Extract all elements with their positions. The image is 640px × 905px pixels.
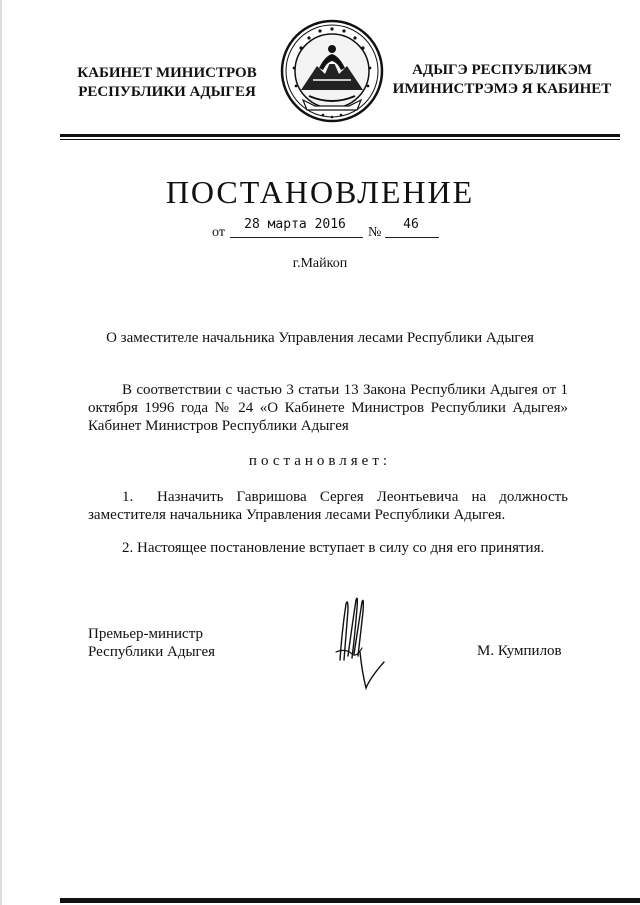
header-right-line2: ИМИНИСТРЭМЭ Я КАБИНЕТ (392, 81, 612, 97)
date-value: 28 марта 2016 (244, 217, 346, 232)
item1-text-line2: заместителя начальника Управления лесами Республики Адыгея. (88, 507, 506, 523)
document-subject: О заместителе начальника Управления лесами Республики Адыгея (106, 330, 534, 346)
date-label: от (212, 225, 225, 240)
scan-bottom-border (60, 898, 640, 903)
date-underline (230, 237, 363, 238)
item1-text-line1: Назначить Гавришова Сергея Леонтьевича на должность (157, 489, 568, 505)
item1-number: 1. (122, 489, 134, 505)
header-divider-thin (60, 139, 620, 140)
coat-of-arms-icon (279, 18, 385, 124)
signatory-role (88, 625, 215, 661)
number-label: № (368, 225, 382, 240)
signatory-name: М. Кумпилов (477, 643, 562, 659)
number-underline (385, 237, 439, 238)
decree-word: постановляет: (248, 453, 392, 469)
header-divider-thick (60, 134, 620, 137)
header-left-line2: РЕСПУБЛИКИ АДЫГЕЯ (78, 84, 256, 100)
header-right-org (388, 61, 616, 99)
document-title: ПОСТАНОВЛЕНИЕ (165, 174, 475, 210)
city: г.Майкоп (292, 256, 348, 271)
number-value: 46 (403, 217, 419, 232)
signatory-role-line2: Республики Адыгея (88, 644, 216, 660)
header-left-line1: КАБИНЕТ МИНИСТРОВ (77, 65, 257, 81)
signatory-role-line1: Премьер-министр (88, 626, 203, 642)
header-right-line1: АДЫГЭ РЕСПУБЛИКЭМ (412, 62, 592, 78)
item2-text: 2. Настоящее постановление вступает в силу со дня его принятия. (122, 540, 545, 556)
preamble-paragraph: В соответствии с частью 3 статьи 13 Закона Республики Адыгея от 1 октября 1996 года № 24 «О Кабинете Министров Республики Адыгея» Кабинет Министров Республики Адыгея (88, 382, 568, 434)
header-left-org (62, 64, 272, 102)
handwritten-signature-icon (326, 590, 396, 700)
